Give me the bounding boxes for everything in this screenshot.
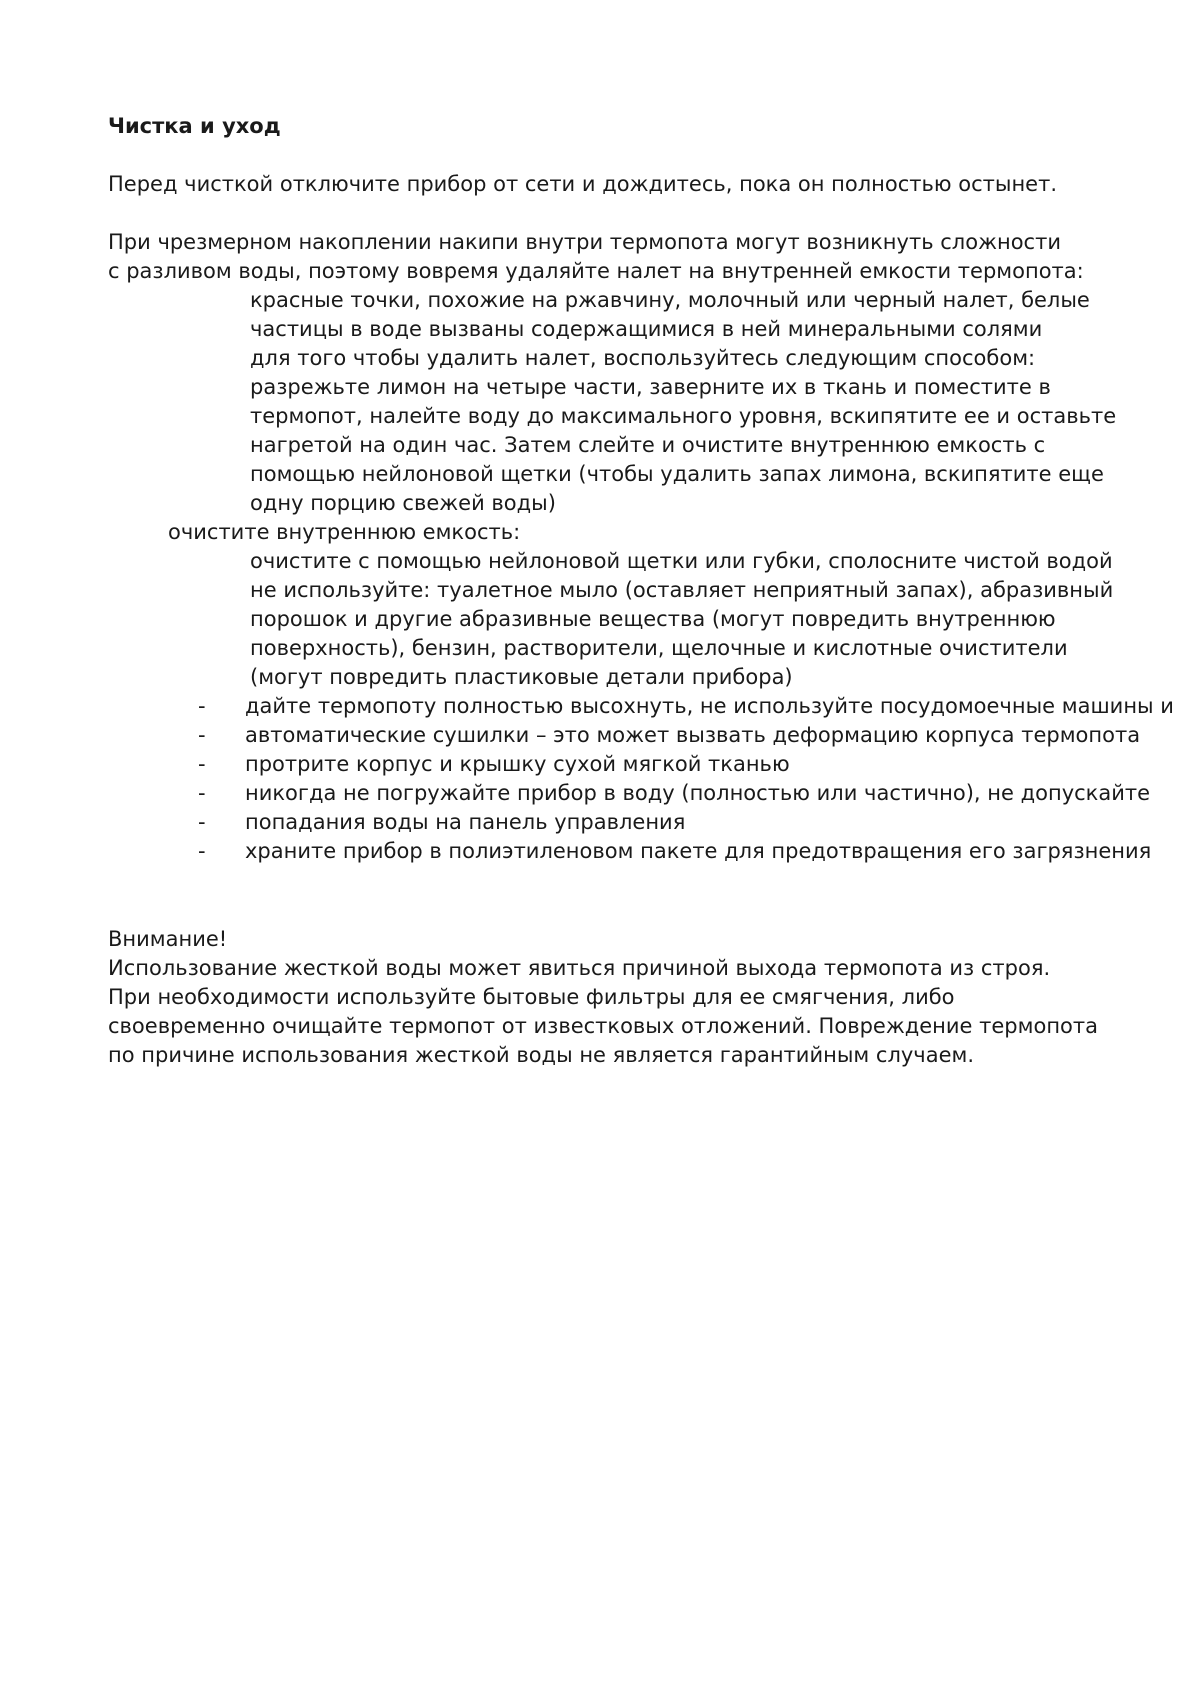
clean-heading: очистите внутреннюю емкость: <box>168 520 521 544</box>
sub-line: поверхность), бензин, растворители, щелочные и кислотные очистители <box>250 636 1068 660</box>
dash-marker: - <box>198 781 206 805</box>
dash-item: протрите корпус и крышку сухой мягкой тканью <box>245 752 790 776</box>
warning-line: Использование жесткой воды может явиться причиной выхода термопота из строя. <box>108 956 1051 980</box>
dash-item: дайте термопоту полностью высохнуть, не используйте посудомоечные машины и <box>245 694 1174 718</box>
sub-line: частицы в воде вызваны содержащимися в ней минеральными солями <box>250 317 1043 341</box>
sub-line: термопот, налейте воду до максимального уровня, вскипятите ее и оставьте <box>250 404 1117 428</box>
dash-item: автоматические сушилки – это может вызвать деформацию корпуса термопота <box>245 723 1141 747</box>
warning-line: При необходимости используйте бытовые фильтры для ее смягчения, либо <box>108 985 955 1009</box>
dash-marker: - <box>198 810 206 834</box>
paragraph-line: При чрезмерном накоплении накипи внутри термопота могут возникнуть сложности <box>108 230 1061 254</box>
sub-line: нагретой на один час. Затем слейте и очистите внутреннюю емкость с <box>250 433 1046 457</box>
sub-line: порошок и другие абразивные вещества (могут повредить внутреннюю <box>250 607 1056 631</box>
paragraph-line: с разливом воды, поэтому вовремя удаляйте налет на внутренней емкости термопота: <box>108 259 1084 283</box>
warning-line: своевременно очищайте термопот от известковых отложений. Повреждение термопота <box>108 1014 1099 1038</box>
dash-item: попадания воды на панель управления <box>245 810 686 834</box>
warning-heading: Внимание! <box>108 927 228 951</box>
dash-marker: - <box>198 752 206 776</box>
dash-item: никогда не погружайте прибор в воду (полностью или частично), не допускайте <box>245 781 1151 805</box>
sub-line: очистите с помощью нейлоновой щетки или губки, сполосните чистой водой <box>250 549 1113 573</box>
sub-line: (могут повредить пластиковые детали прибора) <box>250 665 793 689</box>
page-title: Чистка и уход <box>108 114 281 138</box>
sub-line: разрежьте лимон на четыре части, заверните их в ткань и поместите в <box>250 375 1051 399</box>
dash-marker: - <box>198 723 206 747</box>
sub-line: помощью нейлоновой щетки (чтобы удалить запах лимона, вскипятите еще <box>250 462 1104 486</box>
warning-line: по причине использования жесткой воды не является гарантийным случаем. <box>108 1043 975 1067</box>
dash-marker: - <box>198 694 206 718</box>
sub-line: красные точки, похожие на ржавчину, молочный или черный налет, белые <box>250 288 1090 312</box>
sub-line: для того чтобы удалить налет, воспользуйтесь следующим способом: <box>250 346 1036 370</box>
sub-line: не используйте: туалетное мыло (оставляет неприятный запах), абразивный <box>250 578 1114 602</box>
dash-marker: - <box>198 839 206 863</box>
dash-item: храните прибор в полиэтиленовом пакете для предотвращения его загрязнения <box>245 839 1152 863</box>
intro-text: Перед чисткой отключите прибор от сети и дождитесь, пока он полностью остынет. <box>108 172 1057 196</box>
sub-line: одну порцию свежей воды) <box>250 491 556 515</box>
